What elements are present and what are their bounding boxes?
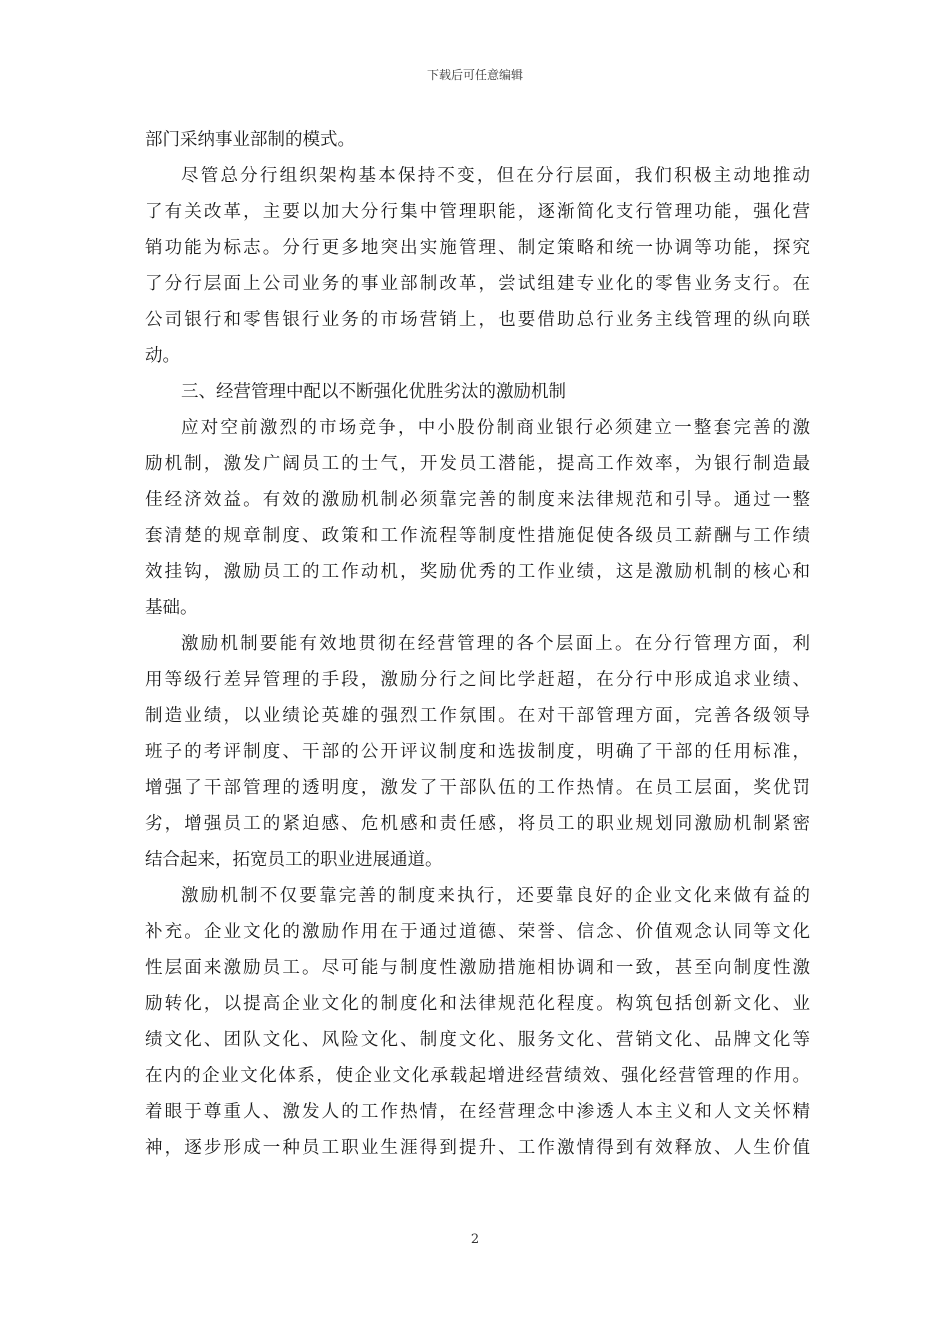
text-line: 佳经济效益。有效的激励机制必须靠完善的制度来法律规范和引导。通过一整 xyxy=(145,490,810,510)
text-line: 着眼于尊重人、激发人的工作热情，在经营理念中渗透人本主义和人文关怀精 xyxy=(145,1102,810,1122)
text-line: 激励机制不仅要靠完善的制度来执行，还要靠良好的企业文化来做有益的 xyxy=(181,886,810,906)
text-line: 基础。 xyxy=(145,598,198,618)
text-line: 神，逐步形成一种员工职业生涯得到提升、工作激情得到有效释放、人生价值 xyxy=(145,1138,810,1158)
text-line: 三、经营管理中配以不断强化优胜劣汰的激励机制 xyxy=(181,382,566,402)
text-line: 效挂钩，激励员工的工作动机，奖励优秀的工作业绩，这是激励机制的核心和 xyxy=(145,562,810,582)
text-line: 尽管总分行组织架构基本保持不变，但在分行层面，我们积极主动地推动 xyxy=(181,166,810,186)
text-line: 制造业绩，以业绩论英雄的强烈工作氛围。在对干部管理方面，完善各级领导 xyxy=(145,706,810,726)
text-line: 班子的考评制度、干部的公开评议制度和选拔制度，明确了干部的任用标准， xyxy=(145,742,810,762)
text-line: 劣，增强员工的紧迫感、危机感和责任感，将员工的职业规划同激励机制紧密 xyxy=(145,814,810,834)
text-line: 励转化，以提高企业文化的制度化和法律规范化程度。构筑包括创新文化、业 xyxy=(145,994,810,1014)
text-line: 激励机制要能有效地贯彻在经营管理的各个层面上。在分行管理方面，利 xyxy=(181,634,810,654)
document-body xyxy=(145,122,810,1166)
text-line: 公司银行和零售银行业务的市场营销上，也要借助总行业务主线管理的纵向联 xyxy=(145,310,810,330)
text-line: 了分行层面上公司业务的事业部制改革，尝试组建专业化的零售业务支行。在 xyxy=(145,274,810,294)
text-line: 结合起来，拓宽员工的职业进展通道。 xyxy=(145,850,443,870)
text-line: 套清楚的规章制度、政策和工作流程等制度性措施促使各级员工薪酬与工作绩 xyxy=(145,526,810,546)
text-line: 补充。企业文化的激励作用在于通过道德、荣誉、信念、价值观念认同等文化 xyxy=(145,922,810,942)
page-number: 2 xyxy=(470,1232,480,1247)
text-line: 销功能为标志。分行更多地突出实施管理、制定策略和统一协调等功能，探究 xyxy=(145,238,810,258)
text-line: 增强了干部管理的透明度，激发了干部队伍的工作热情。在员工层面，奖优罚 xyxy=(145,778,810,798)
text-line: 了有关改革，主要以加大分行集中管理职能，逐渐简化支行管理功能，强化营 xyxy=(145,202,810,222)
page-header: 下载后可任意编辑 xyxy=(426,68,523,82)
text-line: 应对空前激烈的市场竞争，中小股份制商业银行必须建立一整套完善的激 xyxy=(181,418,810,438)
text-line: 性层面来激励员工。尽可能与制度性激励措施相协调和一致，甚至向制度性激 xyxy=(145,958,810,978)
text-line: 部门采纳事业部制的模式。 xyxy=(145,130,355,150)
text-line: 在内的企业文化体系，使企业文化承载起增进经营绩效、强化经营管理的作用。 xyxy=(145,1066,810,1086)
text-line: 励机制，激发广阔员工的士气，开发员工潜能，提高工作效率，为银行制造最 xyxy=(145,454,810,474)
text-line: 用等级行差异管理的手段，激励分行之间比学赶超，在分行中形成追求业绩、 xyxy=(145,670,810,690)
text-line: 绩文化、团队文化、风险文化、制度文化、服务文化、营销文化、品牌文化等 xyxy=(145,1030,810,1050)
text-line: 动。 xyxy=(145,346,180,366)
